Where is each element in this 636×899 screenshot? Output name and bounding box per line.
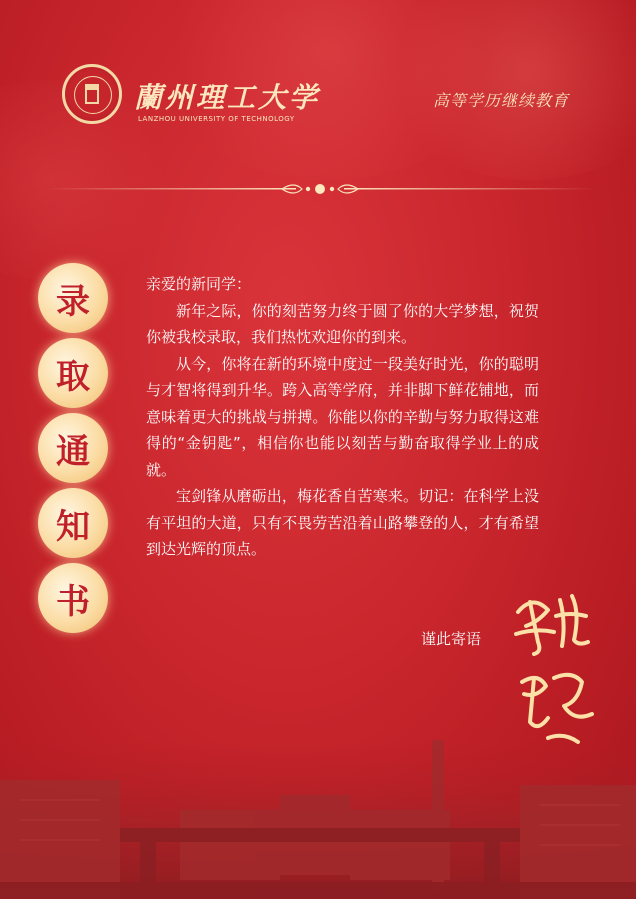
ornamental-divider — [46, 179, 594, 199]
title-char: 通 — [38, 413, 108, 483]
university-name: 蘭州理工大学 — [134, 81, 321, 114]
campus-gate-image — [0, 740, 636, 899]
handwritten-signature — [508, 582, 598, 752]
program-title: 高等学历继续教育 — [433, 91, 570, 110]
letter-paragraph: 新年之际，你的刻苦努力终于圆了你的大学梦想，祝贺你被我校录取，我们热忱欢迎你的到来。 — [146, 301, 539, 346]
title-char: 知 — [38, 488, 108, 558]
university-name-en: LANZHOU UNIVERSITY OF TECHNOLOGY — [138, 115, 295, 123]
letter-closing: 谨此寄语 — [421, 630, 482, 648]
letter-paragraph: 从今，你将在新的环境中度过一段美好时光，你的聪明与才智将得到升华。跨入高等学府，并非脚下鲜花铺地，而意味着更大的挑战与拼搏。你能以你的辛勤与努力取得这难得的“金钥匙”，相信你也能以刻苦与勤奋取得学业上的成就。 — [146, 354, 539, 479]
letter-greeting: 亲爱的新同学： — [146, 275, 252, 293]
title-char: 取 — [38, 338, 108, 408]
title-char: 录 — [38, 263, 108, 333]
title-char: 书 — [38, 563, 108, 633]
letter-paragraph: 宝剑锋从磨砺出，梅花香自苦寒来。切记：在科学上没有平坦的大道，只有不畏劳苦沿着山路攀登的人，才有希望到达光辉的顶点。 — [146, 487, 539, 558]
letter-body — [146, 271, 539, 563]
university-logo-icon — [62, 64, 122, 124]
admission-notice-title — [38, 263, 118, 638]
